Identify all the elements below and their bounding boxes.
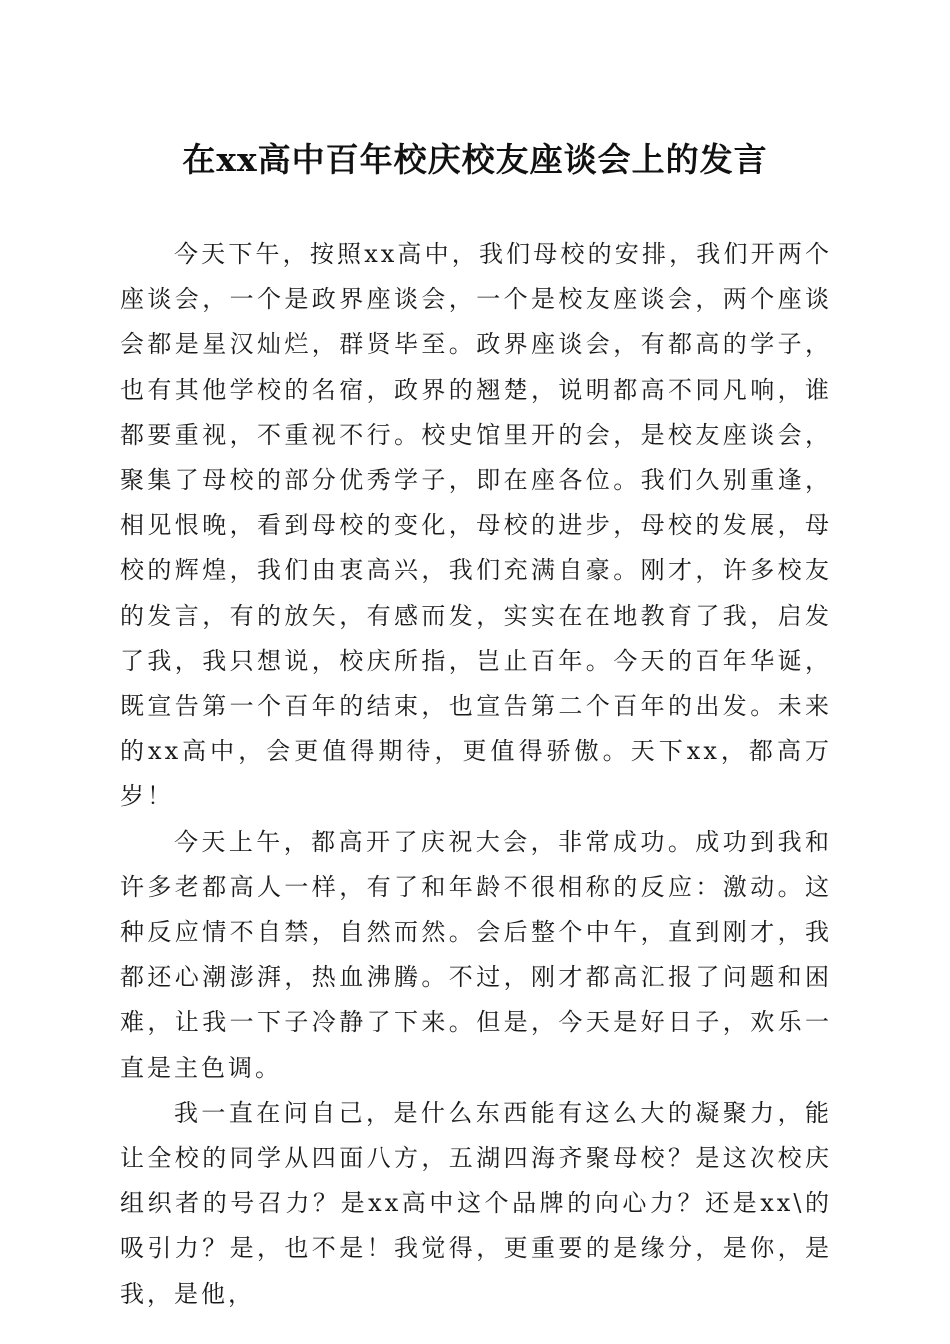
document-title: 在xx高中百年校庆校友座谈会上的发言 [182, 140, 768, 179]
document-body [120, 232, 832, 1317]
paragraph-1: 今天下午，按照xx高中，我们母校的安排，我们开两个座谈会，一个是政界座谈会，一个是校友座谈会，两个座谈会都是星汉灿烂，群贤毕至。政界座谈会，有都高的学子，也有其他学校的名宿，政界的翘楚，说明都高不同凡响，谁都要重视，不重视不行。校史馆里开的会，是校友座谈会，聚集了母校的部分优秀学子，即在座各位。我们久别重逢，相见恨晚，看到母校的变化，母校的进步，母校的发展，母校的辉煌，我们由衷高兴，我们充满自豪。刚才，许多校友的发言，有的放矢，有感而发，实实在在地教育了我，启发了我，我只想说，校庆所指，岂止百年。今天的百年华诞，既宣告第一个百年的结束，也宣告第二个百年的出发。未来的xx高中，会更值得期待，更值得骄傲。天下xx，都高万岁！ [120, 240, 832, 811]
paragraph-3: 我一直在问自己，是什么东西能有这么大的凝聚力，能让全校的同学从四面八方，五湖四海齐聚母校？是这次校庆组织者的号召力？是xx高中这个品牌的向心力？还是xx\的吸引力？是，也不是！我觉得，更重要的是缘分，是你，是我，是他， [120, 1098, 832, 1308]
paragraph-2: 今天上午，都高开了庆祝大会，非常成功。成功到我和许多老都高人一样，有了和年龄不很相称的反应：激动。这种反应情不自禁，自然而然。会后整个中午，直到刚才，我都还心潮澎湃，热血沸腾。不过，刚才都高汇报了问题和困难，让我一下子冷静了下来。但是，今天是好日子，欢乐一直是主色调。 [120, 827, 832, 1082]
